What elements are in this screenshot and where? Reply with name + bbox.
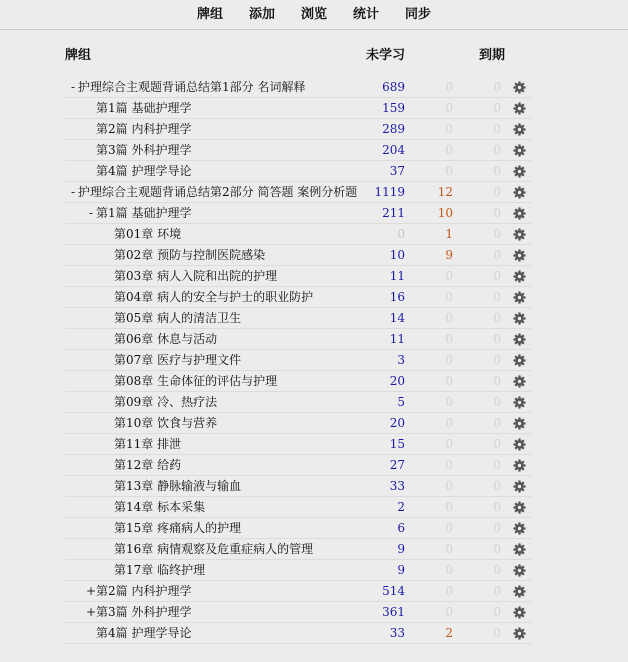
deck-row [65, 434, 531, 455]
new-count: 27 [389, 458, 405, 472]
deck-row [65, 77, 531, 98]
gear-icon[interactable] [513, 81, 526, 94]
new-count: 15 [389, 437, 405, 451]
learning-count: 0 [445, 80, 453, 94]
deck-name-link[interactable]: 护理综合主观题背诵总结第1部分 名词解释 [78, 80, 306, 94]
deck-name-link[interactable]: 第10章 饮食与营养 [114, 416, 218, 430]
gear-icon[interactable] [513, 102, 526, 115]
deck-name-link[interactable]: 第11章 排泄 [114, 437, 182, 451]
deck-row [65, 602, 531, 623]
new-count: 20 [389, 374, 405, 388]
new-count: 159 [382, 101, 405, 115]
deck-row [65, 308, 531, 329]
learning-count: 0 [445, 143, 453, 157]
deck-name-link[interactable]: 第3篇 外科护理学 [96, 143, 192, 157]
deck-name-link[interactable]: 第15章 疼痛病人的护理 [114, 521, 242, 535]
learning-count: 0 [445, 395, 453, 409]
deck-name-link[interactable]: 第14章 标本采集 [114, 500, 206, 514]
due-count: 0 [493, 479, 501, 493]
deck-name-link[interactable]: 第2篇 内科护理学 [96, 122, 192, 136]
due-count: 0 [493, 437, 501, 451]
gear-icon[interactable] [513, 543, 526, 556]
gear-icon[interactable] [513, 417, 526, 430]
learning-count: 0 [445, 269, 453, 283]
deck-row [65, 287, 531, 308]
deck-row [65, 413, 531, 434]
gear-icon[interactable] [513, 375, 526, 388]
new-count: 211 [382, 206, 405, 220]
deck-name-link[interactable]: 第12章 给药 [114, 458, 182, 472]
deck-name-link[interactable]: 第13章 静脉输液与输血 [114, 479, 242, 493]
due-count: 0 [493, 164, 501, 178]
learning-count: 0 [445, 584, 453, 598]
learning-count: 0 [445, 542, 453, 556]
deck-name-link[interactable]: 第02章 预防与控制医院感染 [114, 248, 266, 262]
due-count: 0 [493, 584, 501, 598]
gear-icon[interactable] [513, 585, 526, 598]
due-count: 0 [493, 542, 501, 556]
due-count: 0 [493, 626, 501, 640]
learning-count: 0 [445, 521, 453, 535]
deck-name-link[interactable]: 第07章 医疗与护理文件 [114, 353, 242, 367]
new-count: 9 [397, 542, 405, 556]
gear-icon[interactable] [513, 564, 526, 577]
learning-count: 0 [445, 605, 453, 619]
new-count: 0 [397, 227, 405, 241]
deck-row [65, 98, 531, 119]
deck-row [65, 371, 531, 392]
due-count: 0 [493, 269, 501, 283]
deck-name-link[interactable]: 第1篇 基础护理学 [96, 206, 192, 220]
deck-row [65, 266, 531, 287]
top-toolbar [0, 0, 628, 30]
deck-row [65, 182, 531, 203]
learning-count: 0 [445, 353, 453, 367]
due-count: 0 [493, 332, 501, 346]
deck-name-link[interactable]: 第04章 病人的安全与护士的职业防护 [114, 290, 314, 304]
gear-icon[interactable] [513, 144, 526, 157]
new-count: 3 [397, 353, 405, 367]
gear-icon[interactable] [513, 207, 526, 220]
deck-table-header [65, 42, 531, 62]
gear-icon[interactable] [513, 438, 526, 451]
deck-row [65, 539, 531, 560]
gear-icon[interactable] [513, 312, 526, 325]
due-count: 0 [493, 311, 501, 325]
deck-row [65, 392, 531, 413]
learning-count: 10 [437, 206, 453, 220]
collapse-toggle[interactable]: + [86, 584, 97, 598]
due-count: 0 [493, 605, 501, 619]
due-count: 0 [493, 101, 501, 115]
collapse-toggle[interactable]: - [88, 206, 94, 220]
gear-icon[interactable] [513, 627, 526, 640]
learning-count: 0 [445, 563, 453, 577]
due-count: 0 [493, 143, 501, 157]
deck-name-link[interactable]: 第17章 临终护理 [114, 563, 206, 577]
due-count: 0 [493, 80, 501, 94]
header-deck: 牌组 [65, 48, 92, 63]
new-count: 6 [397, 521, 405, 535]
new-count: 16 [389, 290, 405, 304]
learning-count: 0 [445, 290, 453, 304]
deck-browser [65, 42, 531, 640]
learning-count: 0 [445, 122, 453, 136]
deck-row [65, 497, 531, 518]
due-count: 0 [493, 248, 501, 262]
deck-row [65, 329, 531, 350]
due-count: 0 [493, 521, 501, 535]
nav-stats[interactable]: 统计 [353, 6, 380, 22]
learning-count: 0 [445, 164, 453, 178]
gear-icon[interactable] [513, 186, 526, 199]
nav-add[interactable]: 添加 [248, 6, 275, 22]
new-count: 11 [389, 269, 405, 283]
new-count: 514 [382, 584, 405, 598]
new-count: 33 [389, 626, 405, 640]
collapse-toggle[interactable]: + [86, 605, 97, 619]
learning-count: 12 [437, 185, 453, 199]
due-count: 0 [493, 290, 501, 304]
deck-name-link[interactable]: 第01章 环境 [114, 227, 182, 241]
deck-row [65, 245, 531, 266]
new-count: 33 [389, 479, 405, 493]
deck-name-link[interactable]: 第08章 生命体征的评估与护理 [114, 374, 278, 388]
collapse-toggle[interactable]: - [70, 80, 76, 94]
learning-count: 0 [445, 332, 453, 346]
learning-count: 0 [445, 374, 453, 388]
learning-count: 0 [445, 311, 453, 325]
deck-name-link[interactable]: 第4篇 护理学导论 [96, 164, 192, 178]
new-count: 361 [382, 605, 405, 619]
new-count: 204 [382, 143, 405, 157]
deck-row [65, 203, 531, 224]
due-count: 0 [493, 122, 501, 136]
new-count: 10 [389, 248, 405, 262]
deck-row [65, 476, 531, 497]
nav-sync[interactable]: 同步 [405, 6, 432, 22]
deck-list [65, 77, 531, 644]
deck-row [65, 161, 531, 182]
learning-count: 0 [445, 437, 453, 451]
nav-decks[interactable]: 牌组 [196, 6, 223, 22]
deck-name-link[interactable]: 第4篇 护理学导论 [96, 626, 192, 640]
deck-name-link[interactable]: 护理综合主观题背诵总结第2部分 简答题 案例分析题 [78, 185, 358, 199]
deck-row [65, 224, 531, 245]
gear-icon[interactable] [513, 480, 526, 493]
gear-icon[interactable] [513, 501, 526, 514]
gear-icon[interactable] [513, 333, 526, 346]
gear-icon[interactable] [513, 165, 526, 178]
due-count: 0 [493, 458, 501, 472]
new-count: 37 [389, 164, 405, 178]
gear-icon[interactable] [513, 354, 526, 367]
new-count: 289 [382, 122, 405, 136]
deck-name-link[interactable]: 第16章 病情观察及危重症病人的管理 [114, 542, 314, 556]
gear-icon[interactable] [513, 522, 526, 535]
nav-browse[interactable]: 浏览 [300, 6, 327, 22]
due-count: 0 [493, 206, 501, 220]
header-due: 到期 [479, 48, 506, 63]
collapse-toggle[interactable]: - [70, 185, 76, 199]
deck-row [65, 140, 531, 161]
due-count: 0 [493, 227, 501, 241]
due-count: 0 [493, 185, 501, 199]
due-count: 0 [493, 374, 501, 388]
learning-count: 0 [445, 479, 453, 493]
new-count: 14 [389, 311, 405, 325]
due-count: 0 [493, 395, 501, 409]
deck-row [65, 119, 531, 140]
learning-count: 2 [445, 626, 453, 640]
header-new: 未学习 [366, 48, 406, 63]
deck-row [65, 560, 531, 581]
due-count: 0 [493, 563, 501, 577]
gear-icon[interactable] [513, 249, 526, 262]
learning-count: 0 [445, 500, 453, 514]
gear-icon[interactable] [513, 270, 526, 283]
new-count: 689 [382, 80, 405, 94]
deck-row [65, 623, 531, 644]
deck-row [65, 581, 531, 602]
deck-row [65, 350, 531, 371]
learning-count: 9 [445, 248, 453, 262]
learning-count: 0 [445, 101, 453, 115]
deck-name-link[interactable]: 第1篇 基础护理学 [96, 101, 192, 115]
due-count: 0 [493, 500, 501, 514]
due-count: 0 [493, 353, 501, 367]
new-count: 20 [389, 416, 405, 430]
deck-row [65, 455, 531, 476]
new-count: 5 [397, 395, 405, 409]
deck-row [65, 518, 531, 539]
new-count: 1119 [374, 185, 405, 199]
gear-icon[interactable] [513, 228, 526, 241]
deck-name-link[interactable]: 第09章 冷、热疗法 [114, 395, 218, 409]
deck-name-link[interactable]: 第03章 病人入院和出院的护理 [114, 269, 278, 283]
deck-name-link[interactable]: 第3篇 外科护理学 [96, 605, 192, 619]
deck-name-link[interactable]: 第06章 休息与活动 [114, 332, 218, 346]
learning-count: 1 [445, 227, 453, 241]
gear-icon[interactable] [513, 291, 526, 304]
deck-name-link[interactable]: 第05章 病人的清洁卫生 [114, 311, 242, 325]
gear-icon[interactable] [513, 396, 526, 409]
gear-icon[interactable] [513, 459, 526, 472]
gear-icon[interactable] [513, 123, 526, 136]
new-count: 9 [397, 563, 405, 577]
due-count: 0 [493, 416, 501, 430]
learning-count: 0 [445, 458, 453, 472]
new-count: 2 [397, 500, 405, 514]
new-count: 11 [389, 332, 405, 346]
learning-count: 0 [445, 416, 453, 430]
deck-name-link[interactable]: 第2篇 内科护理学 [96, 584, 192, 598]
gear-icon[interactable] [513, 606, 526, 619]
